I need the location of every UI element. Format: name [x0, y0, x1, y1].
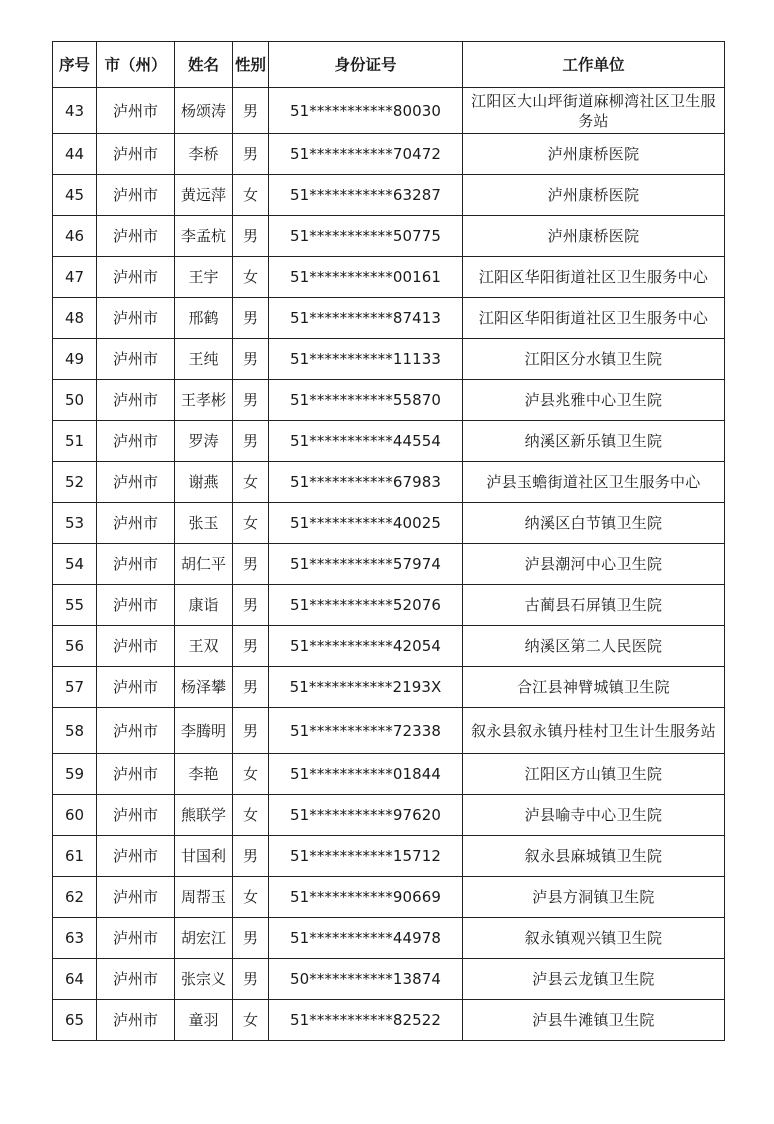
cell-work-unit: 泸县牛滩镇卫生院 [463, 1000, 725, 1041]
cell-work-unit: 叙永县麻城镇卫生院 [463, 836, 725, 877]
cell-city: 泸州市 [97, 544, 175, 585]
cell-name: 童羽 [175, 1000, 233, 1041]
cell-seq: 52 [53, 462, 97, 503]
table-row [53, 795, 725, 836]
cell-work-unit: 纳溪区第二人民医院 [463, 626, 725, 667]
table-header-row [53, 42, 725, 88]
cell-city: 泸州市 [97, 795, 175, 836]
cell-gender: 男 [233, 421, 269, 462]
cell-work-unit: 江阳区华阳街道社区卫生服务中心 [463, 298, 725, 339]
cell-name: 邢鹤 [175, 298, 233, 339]
cell-id-number: 51***********01844 [269, 754, 463, 795]
header-gender: 性别 [233, 42, 269, 88]
cell-seq: 64 [53, 959, 97, 1000]
cell-id-number: 51***********55870 [269, 380, 463, 421]
cell-seq: 45 [53, 175, 97, 216]
cell-id-number: 51***********67983 [269, 462, 463, 503]
cell-gender: 女 [233, 795, 269, 836]
cell-gender: 男 [233, 88, 269, 134]
cell-gender: 男 [233, 667, 269, 708]
table-row [53, 257, 725, 298]
cell-work-unit: 合江县神臂城镇卫生院 [463, 667, 725, 708]
cell-name: 甘国利 [175, 836, 233, 877]
cell-gender: 男 [233, 918, 269, 959]
cell-gender: 男 [233, 585, 269, 626]
table-row [53, 421, 725, 462]
cell-gender: 女 [233, 1000, 269, 1041]
cell-gender: 男 [233, 544, 269, 585]
cell-id-number: 51***********82522 [269, 1000, 463, 1041]
cell-gender: 女 [233, 257, 269, 298]
cell-name: 李桥 [175, 134, 233, 175]
cell-name: 胡仁平 [175, 544, 233, 585]
cell-seq: 51 [53, 421, 97, 462]
cell-gender: 女 [233, 462, 269, 503]
cell-work-unit: 泸县方洞镇卫生院 [463, 877, 725, 918]
cell-seq: 57 [53, 667, 97, 708]
cell-work-unit: 泸县潮河中心卫生院 [463, 544, 725, 585]
cell-id-number: 51***********11133 [269, 339, 463, 380]
header-city: 市（州） [97, 42, 175, 88]
cell-id-number: 51***********44978 [269, 918, 463, 959]
cell-name: 谢燕 [175, 462, 233, 503]
cell-id-number: 51***********57974 [269, 544, 463, 585]
cell-city: 泸州市 [97, 175, 175, 216]
cell-city: 泸州市 [97, 667, 175, 708]
table-row [53, 134, 725, 175]
table-row [53, 298, 725, 339]
table-row [53, 836, 725, 877]
cell-seq: 48 [53, 298, 97, 339]
cell-gender: 女 [233, 503, 269, 544]
cell-city: 泸州市 [97, 88, 175, 134]
cell-id-number: 51***********00161 [269, 257, 463, 298]
cell-gender: 男 [233, 134, 269, 175]
cell-work-unit: 古蔺县石屏镇卫生院 [463, 585, 725, 626]
cell-id-number: 51***********80030 [269, 88, 463, 134]
personnel-table [52, 41, 725, 1041]
cell-seq: 46 [53, 216, 97, 257]
table-row [53, 462, 725, 503]
cell-gender: 男 [233, 708, 269, 754]
cell-work-unit: 叙永镇观兴镇卫生院 [463, 918, 725, 959]
cell-work-unit: 纳溪区新乐镇卫生院 [463, 421, 725, 462]
cell-id-number: 51***********87413 [269, 298, 463, 339]
cell-id-number: 51***********42054 [269, 626, 463, 667]
cell-gender: 男 [233, 626, 269, 667]
cell-name: 杨泽攀 [175, 667, 233, 708]
cell-city: 泸州市 [97, 257, 175, 298]
cell-city: 泸州市 [97, 626, 175, 667]
cell-seq: 60 [53, 795, 97, 836]
cell-gender: 女 [233, 175, 269, 216]
cell-seq: 65 [53, 1000, 97, 1041]
cell-name: 罗涛 [175, 421, 233, 462]
cell-work-unit: 纳溪区白节镇卫生院 [463, 503, 725, 544]
cell-name: 周帮玉 [175, 877, 233, 918]
cell-name: 王纯 [175, 339, 233, 380]
cell-gender: 女 [233, 754, 269, 795]
cell-city: 泸州市 [97, 462, 175, 503]
header-seq: 序号 [53, 42, 97, 88]
cell-name: 熊联学 [175, 795, 233, 836]
cell-seq: 44 [53, 134, 97, 175]
cell-name: 杨颂涛 [175, 88, 233, 134]
cell-gender: 男 [233, 339, 269, 380]
cell-city: 泸州市 [97, 585, 175, 626]
cell-city: 泸州市 [97, 380, 175, 421]
cell-work-unit: 泸县云龙镇卫生院 [463, 959, 725, 1000]
cell-name: 张玉 [175, 503, 233, 544]
cell-gender: 男 [233, 298, 269, 339]
cell-work-unit: 泸州康桥医院 [463, 175, 725, 216]
cell-work-unit: 泸县喻寺中心卫生院 [463, 795, 725, 836]
header-name: 姓名 [175, 42, 233, 88]
cell-id-number: 51***********70472 [269, 134, 463, 175]
table-row [53, 175, 725, 216]
cell-seq: 53 [53, 503, 97, 544]
table-row [53, 626, 725, 667]
cell-city: 泸州市 [97, 754, 175, 795]
cell-work-unit: 叙永县叙永镇丹桂村卫生计生服务站 [463, 708, 725, 754]
cell-gender: 女 [233, 877, 269, 918]
cell-name: 李艳 [175, 754, 233, 795]
cell-name: 王宇 [175, 257, 233, 298]
table-row [53, 667, 725, 708]
cell-city: 泸州市 [97, 836, 175, 877]
table-row [53, 544, 725, 585]
cell-gender: 男 [233, 836, 269, 877]
table-row [53, 585, 725, 626]
cell-city: 泸州市 [97, 918, 175, 959]
cell-id-number: 51***********72338 [269, 708, 463, 754]
cell-work-unit: 江阳区华阳街道社区卫生服务中心 [463, 257, 725, 298]
cell-city: 泸州市 [97, 708, 175, 754]
cell-work-unit: 泸县玉蟾街道社区卫生服务中心 [463, 462, 725, 503]
table-row [53, 216, 725, 257]
cell-gender: 男 [233, 216, 269, 257]
cell-work-unit: 泸州康桥医院 [463, 134, 725, 175]
cell-city: 泸州市 [97, 298, 175, 339]
cell-id-number: 51***********40025 [269, 503, 463, 544]
cell-seq: 49 [53, 339, 97, 380]
table-row [53, 708, 725, 754]
cell-work-unit: 泸县兆雅中心卫生院 [463, 380, 725, 421]
table-row [53, 1000, 725, 1041]
cell-seq: 43 [53, 88, 97, 134]
table-row [53, 380, 725, 421]
cell-seq: 58 [53, 708, 97, 754]
table-row [53, 503, 725, 544]
cell-id-number: 51***********97620 [269, 795, 463, 836]
cell-id-number: 51***********52076 [269, 585, 463, 626]
cell-name: 胡宏江 [175, 918, 233, 959]
cell-id-number: 51***********2193X [269, 667, 463, 708]
document-page [52, 41, 724, 1041]
cell-name: 黄远萍 [175, 175, 233, 216]
cell-work-unit: 江阳区大山坪街道麻柳湾社区卫生服务站 [463, 88, 725, 134]
cell-city: 泸州市 [97, 339, 175, 380]
cell-seq: 59 [53, 754, 97, 795]
cell-work-unit: 江阳区方山镇卫生院 [463, 754, 725, 795]
cell-seq: 47 [53, 257, 97, 298]
table-row [53, 339, 725, 380]
cell-seq: 54 [53, 544, 97, 585]
cell-city: 泸州市 [97, 959, 175, 1000]
cell-seq: 63 [53, 918, 97, 959]
cell-work-unit: 泸州康桥医院 [463, 216, 725, 257]
table-row [53, 754, 725, 795]
cell-name: 王双 [175, 626, 233, 667]
cell-name: 康诣 [175, 585, 233, 626]
cell-id-number: 51***********15712 [269, 836, 463, 877]
cell-seq: 50 [53, 380, 97, 421]
cell-seq: 62 [53, 877, 97, 918]
cell-city: 泸州市 [97, 421, 175, 462]
cell-seq: 56 [53, 626, 97, 667]
cell-city: 泸州市 [97, 503, 175, 544]
table-row [53, 959, 725, 1000]
table-row [53, 918, 725, 959]
cell-id-number: 50***********13874 [269, 959, 463, 1000]
cell-gender: 男 [233, 959, 269, 1000]
cell-name: 李腾明 [175, 708, 233, 754]
cell-id-number: 51***********90669 [269, 877, 463, 918]
cell-city: 泸州市 [97, 216, 175, 257]
header-id-number: 身份证号 [269, 42, 463, 88]
cell-city: 泸州市 [97, 134, 175, 175]
header-work-unit: 工作单位 [463, 42, 725, 88]
cell-work-unit: 江阳区分水镇卫生院 [463, 339, 725, 380]
table-row [53, 88, 725, 134]
cell-seq: 55 [53, 585, 97, 626]
cell-name: 王孝彬 [175, 380, 233, 421]
cell-id-number: 51***********50775 [269, 216, 463, 257]
cell-id-number: 51***********44554 [269, 421, 463, 462]
cell-city: 泸州市 [97, 1000, 175, 1041]
table-row [53, 877, 725, 918]
cell-id-number: 51***********63287 [269, 175, 463, 216]
cell-seq: 61 [53, 836, 97, 877]
cell-gender: 男 [233, 380, 269, 421]
cell-name: 李孟杭 [175, 216, 233, 257]
cell-city: 泸州市 [97, 877, 175, 918]
cell-name: 张宗义 [175, 959, 233, 1000]
